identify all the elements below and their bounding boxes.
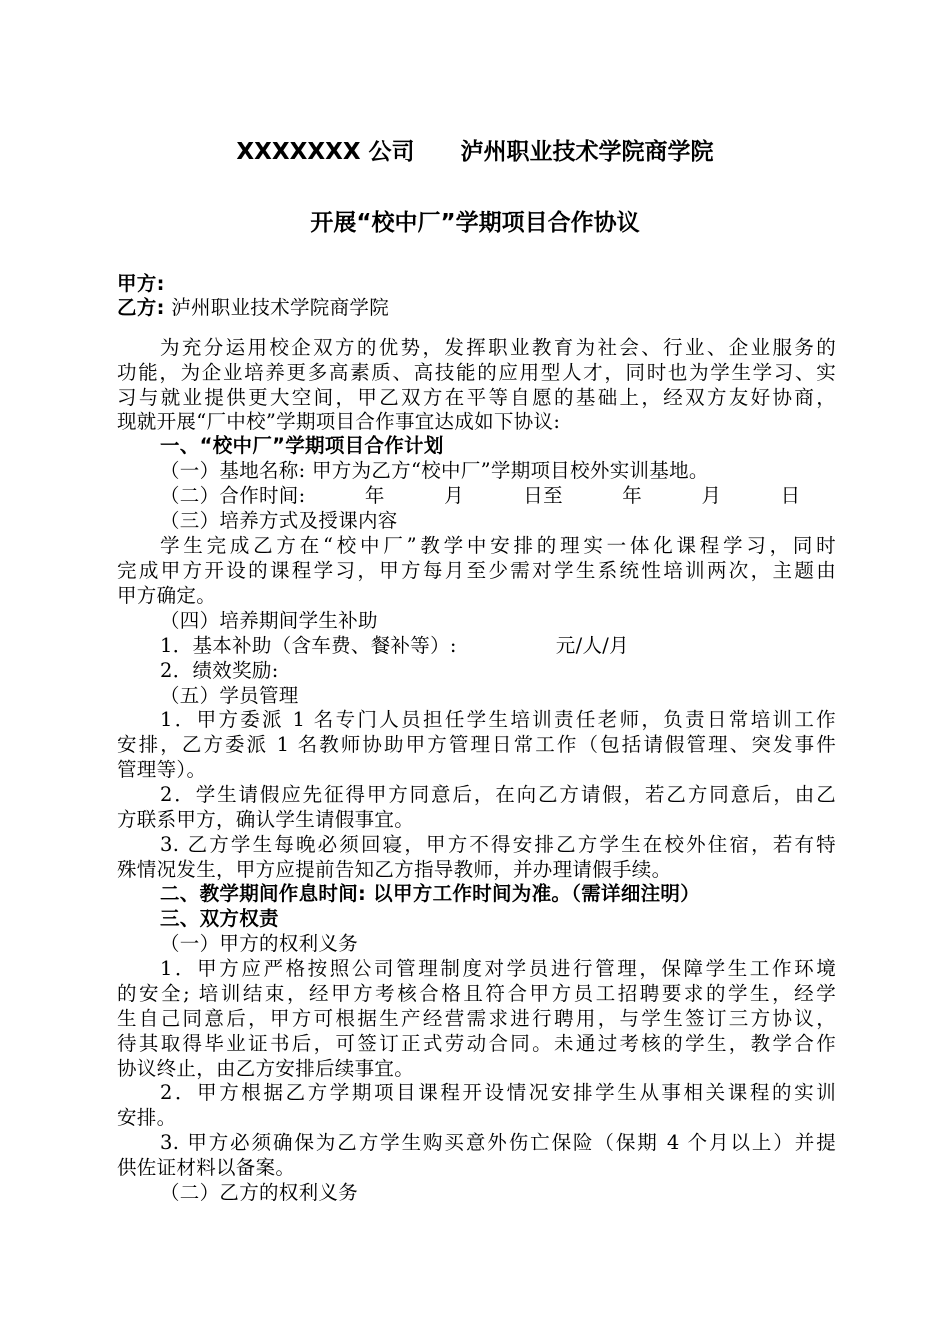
title-line-2: 开展“校中厂”学期项目合作协议 xyxy=(310,210,640,236)
party-a-rights-line: 安排。 xyxy=(117,1106,177,1129)
management-line: 安排，乙方委派 1 名教师协助甲方管理日常工作（包括请假管理、突发事件 xyxy=(117,733,836,756)
intro-line: 现就开展“厂中校”学期项目合作事宜达成如下协议: xyxy=(117,410,561,433)
party-a-rights-line: 1．甲方应严格按照公司管理制度对学员进行管理，保障学生工作环境 xyxy=(160,957,836,980)
management-line: 2．学生请假应先征得甲方同意后，在向乙方请假，若乙方同意后，由乙 xyxy=(160,783,836,806)
party-a-rights-line: 供佐证材料以备案。 xyxy=(117,1156,296,1179)
party-a-rights-line: 2．甲方根据乙方学期项目课程开设情况安排学生从事相关课程的实训 xyxy=(160,1081,836,1104)
title-line-1: XXXXXXX 公司 泸州职业技术学院商学院 xyxy=(236,139,714,165)
training-line: 完成甲方开设的课程学习，甲方每月至少需对学生系统性培训两次，主题由 xyxy=(117,559,836,582)
subsidy-basic: 1．基本补助（含车费、餐补等）: 元/人/月 xyxy=(160,634,629,657)
party-b-rights-heading: （二）乙方的权利义务 xyxy=(160,1181,359,1204)
subsidy-heading: （四）培养期间学生补助 xyxy=(160,609,378,632)
party-a-rights-line: 协议终止，由乙方安排后续事宜。 xyxy=(117,1057,415,1080)
party-a-label: 甲方: xyxy=(117,272,165,295)
intro-line: 功能，为企业培养更多高素质、高技能的应用型人才，同时也为学生学习、实 xyxy=(117,361,836,384)
party-b-label: 乙方: xyxy=(117,296,165,319)
training-heading: （三）培养方式及授课内容 xyxy=(160,509,398,532)
management-line: 方联系甲方，确认学生请假事宜。 xyxy=(117,808,415,831)
base-name: （一）基地名称: 甲方为乙方“校中厂”学期项目校外实训基地。 xyxy=(160,459,709,482)
party-a-rights-line: 待其取得毕业证书后，可签订正式劳动合同。未通过考核的学生，教学合作 xyxy=(117,1032,836,1055)
party-a-rights-heading: （一）甲方的权利义务 xyxy=(160,932,359,955)
management-line: 管理等）。 xyxy=(117,758,207,781)
training-line: 学生完成乙方在“校中厂”教学中安排的理实一体化课程学习，同时 xyxy=(160,534,836,557)
party-a-rights-line: 生自己同意后，甲方可根据生产经营需求进行聘用，与学生签订三方协议， xyxy=(117,1007,836,1030)
section1-heading: 一、“校中厂”学期项目合作计划 xyxy=(160,434,444,457)
management-line: 1．甲方委派 1 名专门人员担任学生培训责任老师，负责日常培训工作 xyxy=(160,708,836,731)
intro-line: 习与就业提供更大空间，甲乙双方在平等自愿的基础上，经双方友好协商， xyxy=(117,386,836,409)
party-a-rights-line: 的安全; 培训结束，经甲方考核合格且符合甲方员工招聘要求的学生，经学 xyxy=(117,982,836,1005)
intro-line: 为充分运用校企双方的优势，发挥职业教育为社会、行业、企业服务的 xyxy=(160,336,836,359)
party-b-name: 泸州职业技术学院商学院 xyxy=(171,296,390,319)
section3-heading: 三、双方权责 xyxy=(160,907,279,930)
management-heading: （五）学员管理 xyxy=(160,684,299,707)
section2-heading: 二、教学期间作息时间: 以甲方工作时间为准。（需详细注明） xyxy=(160,882,701,905)
party-a-rights-line: 3. 甲方必须确保为乙方学生购买意外伤亡保险（保期 4 个月以上）并提 xyxy=(160,1131,836,1154)
management-line: 殊情况发生，甲方应提前告知乙方指导教师，并办理请假手续。 xyxy=(117,858,672,881)
training-line: 甲方确定。 xyxy=(117,584,217,607)
party-b xyxy=(117,296,389,320)
cooperation-time: （二）合作时间: 年 月 日至 年 月 日 xyxy=(160,484,801,507)
subsidy-bonus: 2．绩效奖励: xyxy=(160,659,279,682)
management-line: 3. 乙方学生每晚必须回寝，甲方不得安排乙方学生在校外住宿，若有特 xyxy=(160,833,836,856)
